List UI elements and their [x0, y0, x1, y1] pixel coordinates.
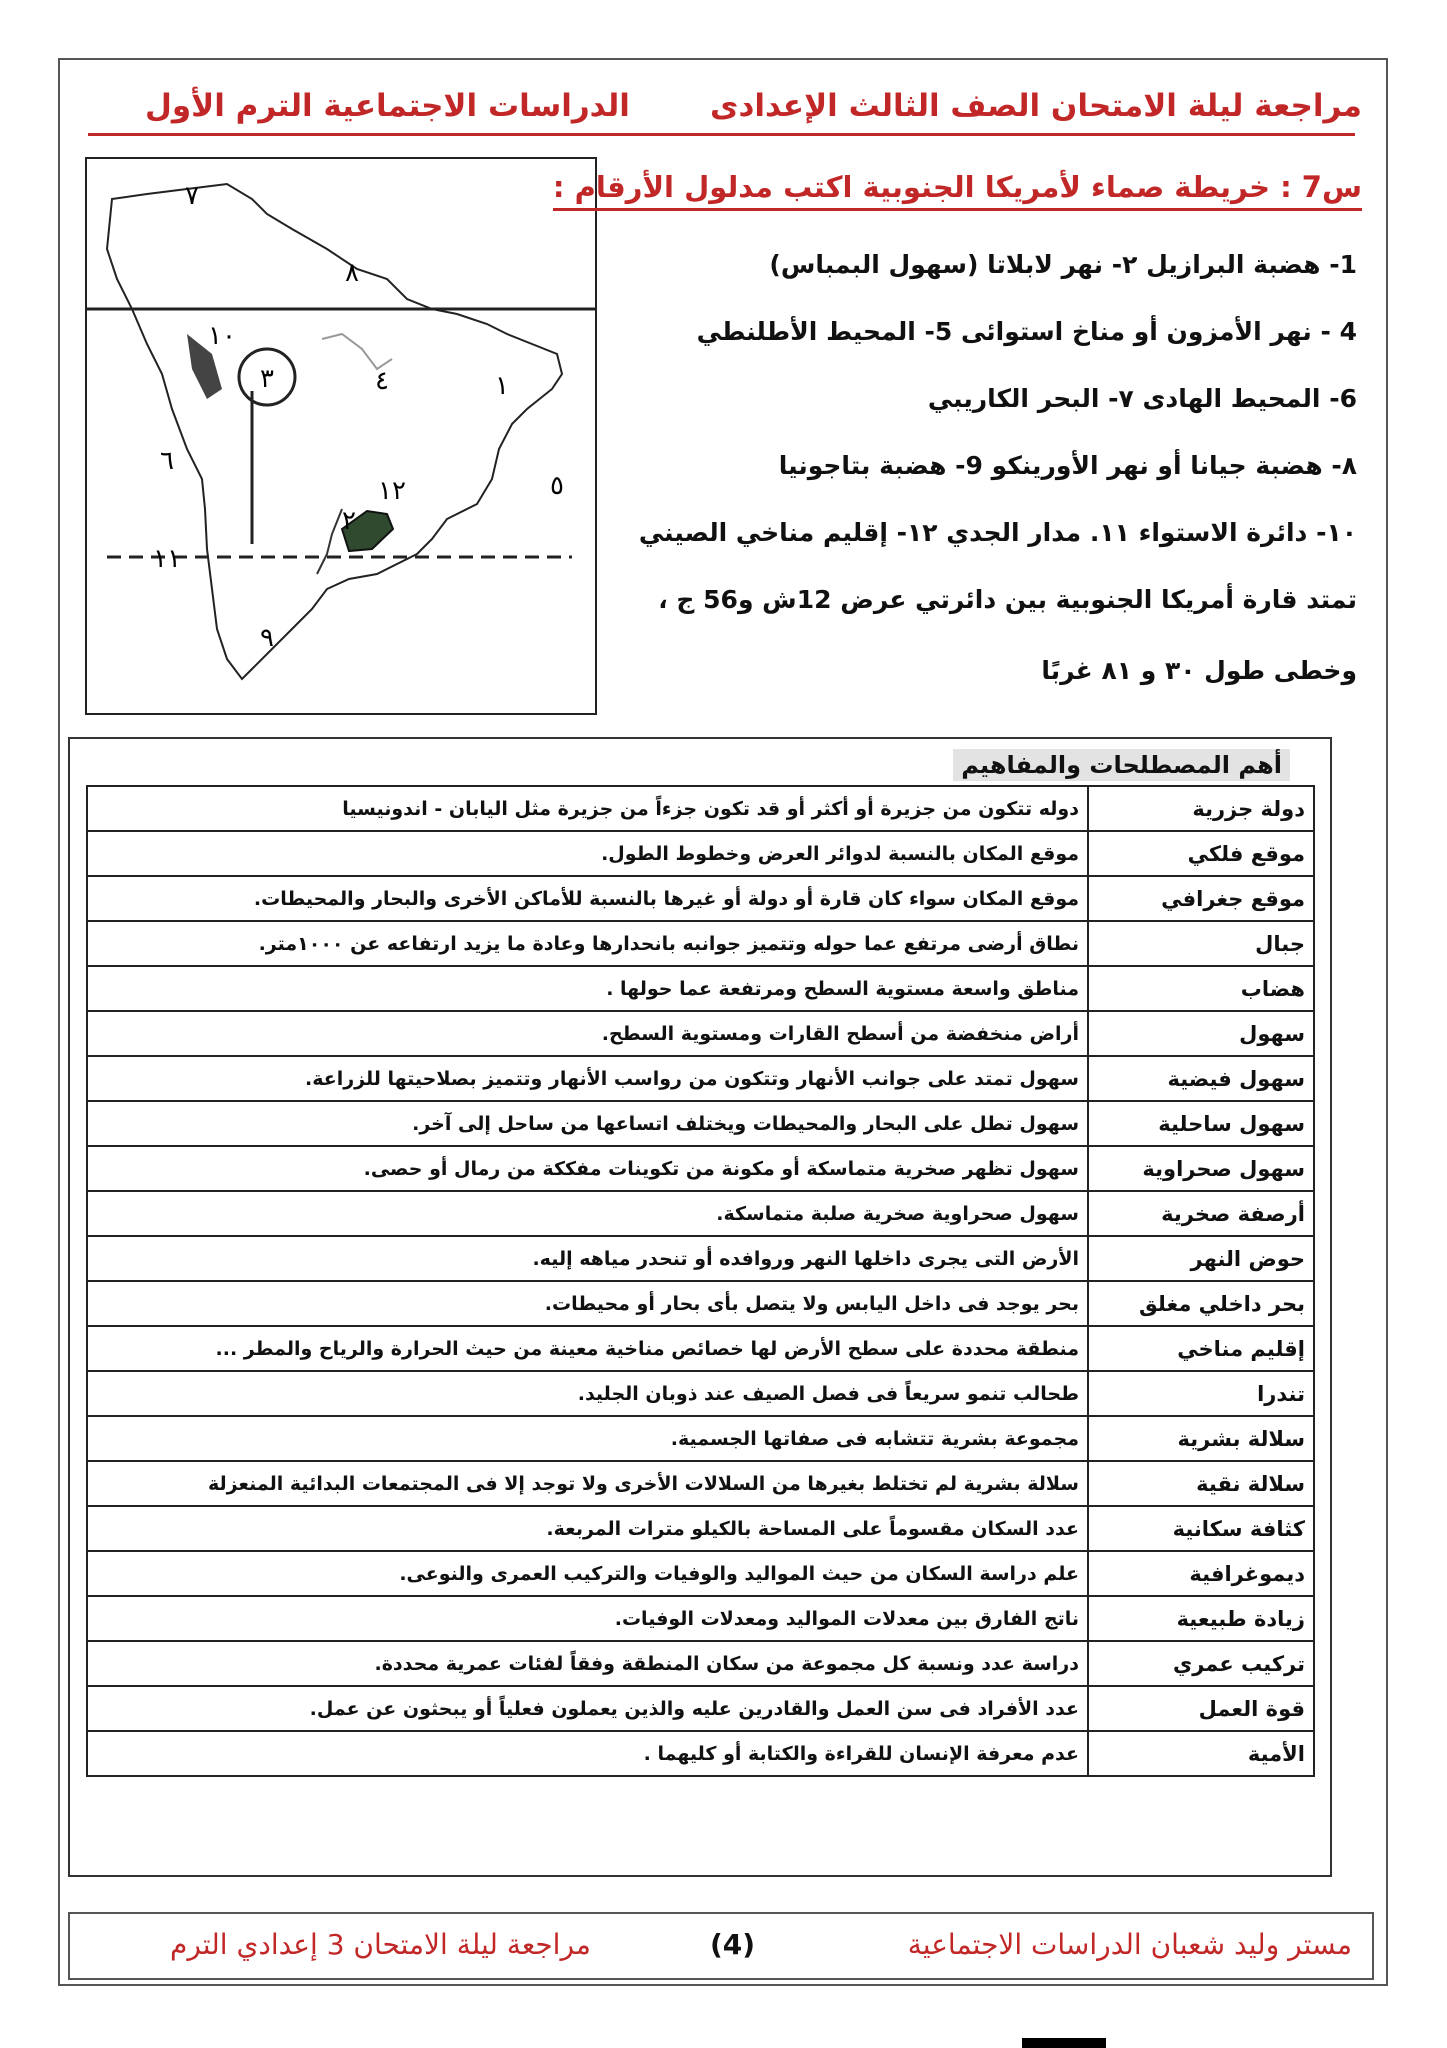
term-cell: الأمية	[1088, 1731, 1314, 1776]
definition-cell: سهول تمتد على جوانب الأنهار وتتكون من رواسب الأنهار وتتميز بصلاحيتها للزراعة.	[87, 1056, 1088, 1101]
continent-outline	[107, 184, 562, 679]
term-cell: بحر داخلي مغلق	[1088, 1281, 1314, 1326]
scan-artifact-bar	[1022, 2038, 1106, 2048]
table-row	[87, 1461, 1314, 1506]
table-row	[87, 1686, 1314, 1731]
south-america-blank-map	[85, 157, 597, 715]
map-number-2: ٢	[342, 506, 356, 536]
answer-line-6: تمتد قارة أمريكا الجنوبية بين دائرتي عرض 12ش و56 ج ،	[658, 585, 1357, 614]
table-row	[87, 786, 1314, 831]
definition-cell: سهول تظهر صخرية متماسكة أو مكونة من تكوينات مفككة من رمال أو حصى.	[87, 1146, 1088, 1191]
glossary-title: أهم المصطلحات والمفاهيم	[953, 749, 1290, 781]
definition-cell: أراض منخفضة من أسطح القارات ومستوية السطح.	[87, 1011, 1088, 1056]
table-row	[87, 876, 1314, 921]
term-cell: جبال	[1088, 921, 1314, 966]
term-cell: إقليم مناخي	[1088, 1326, 1314, 1371]
definition-cell: بحر يوجد فى داخل اليابس ولا يتصل بأى بحار أو محيطات.	[87, 1281, 1088, 1326]
definition-cell: نطاق أرضى مرتفع عما حوله وتتميز جوانبه بانحدارها وعادة ما يزيد ارتفاعه عن ١٠٠٠متر.	[87, 921, 1088, 966]
definition-cell: عدم معرفة الإنسان للقراءة والكتابة أو كليهما .	[87, 1731, 1088, 1776]
table-row	[87, 831, 1314, 876]
answer-line-1: 1- هضبة البرازيل ٢- نهر لابلاتا (سهول البمباس)	[769, 250, 1357, 279]
table-row	[87, 1371, 1314, 1416]
term-cell: زيادة طبيعية	[1088, 1596, 1314, 1641]
answer-line-7: وخطى طول ٣٠ و ٨١ غربًا	[1041, 656, 1357, 685]
definition-cell: ناتج الفارق بين معدلات المواليد ومعدلات الوفيات.	[87, 1596, 1088, 1641]
definition-cell: علم دراسة السكان من حيث المواليد والوفيات والتركيب العمرى والنوعى.	[87, 1551, 1088, 1596]
definition-cell: مجموعة بشرية تتشابه فى صفاتها الجسمية.	[87, 1416, 1088, 1461]
definition-cell: عدد السكان مقسوماً على المساحة بالكيلو مترات المربعة.	[87, 1506, 1088, 1551]
definition-cell: موقع المكان بالنسبة لدوائر العرض وخطوط الطول.	[87, 831, 1088, 876]
term-cell: سلالة بشرية	[1088, 1416, 1314, 1461]
term-cell: حوض النهر	[1088, 1236, 1314, 1281]
definition-cell: عدد الأفراد فى سن العمل والقادرين عليه والذين يعملون فعلياً أو يبحثون عن عمل.	[87, 1686, 1088, 1731]
definition-cell: سهول صحراوية صخرية صلبة متماسكة.	[87, 1191, 1088, 1236]
term-cell: سهول صحراوية	[1088, 1146, 1314, 1191]
table-row	[87, 1236, 1314, 1281]
table-row	[87, 1011, 1314, 1056]
map-number-3: ٣	[260, 364, 274, 394]
table-row	[87, 1596, 1314, 1641]
map-number-1: ١	[495, 371, 509, 401]
definition-cell: سهول تطل على البحار والمحيطات ويختلف اتساعها من ساحل إلى آخر.	[87, 1101, 1088, 1146]
map-number-11: ١١	[153, 544, 181, 574]
definition-cell: طحالب تنمو سريعاً فى فصل الصيف عند ذوبان الجليد.	[87, 1371, 1088, 1416]
footer-review-title: مراجعة ليلة الامتحان 3 إعدادي الترم	[170, 1928, 591, 1961]
definition-cell: سلالة بشرية لم تختلط بغيرها من السلالات الأخرى ولا توجد إلا فى المجتمعات البدائية المنعزلة	[87, 1461, 1088, 1506]
river-amazon	[322, 334, 392, 369]
map-number-9: ٩	[260, 623, 274, 653]
term-cell: كثافة سكانية	[1088, 1506, 1314, 1551]
map-drawing	[87, 159, 595, 713]
table-row	[87, 1056, 1314, 1101]
table-row	[87, 966, 1314, 1011]
term-cell: تندرا	[1088, 1371, 1314, 1416]
map-number-8: ٨	[345, 258, 359, 288]
question-title: س7 : خريطة صماء لأمريكا الجنوبية اكتب مدلول الأرقام :	[553, 170, 1362, 211]
term-cell: سهول فيضية	[1088, 1056, 1314, 1101]
term-cell: تركيب عمري	[1088, 1641, 1314, 1686]
term-cell: دولة جزرية	[1088, 786, 1314, 831]
table-row	[87, 1146, 1314, 1191]
map-number-7: ٧	[185, 181, 199, 211]
table-row	[87, 1416, 1314, 1461]
page-footer	[68, 1912, 1374, 1980]
definition-cell: موقع المكان سواء كان قارة أو دولة أو غيرها بالنسبة للأماكن الأخرى والبحار والمحيطات.	[87, 876, 1088, 921]
header-title-left: الدراسات الاجتماعية الترم الأول	[145, 88, 630, 124]
map-number-12: ١٢	[378, 476, 406, 506]
term-cell: ديموغرافية	[1088, 1551, 1314, 1596]
term-cell: موقع فلكي	[1088, 831, 1314, 876]
map-number-5: ٥	[550, 471, 564, 501]
term-cell: أرصفة صخرية	[1088, 1191, 1314, 1236]
term-cell: موقع جغرافي	[1088, 876, 1314, 921]
definition-cell: دراسة عدد ونسبة كل مجموعة من سكان المنطقة وفقاً لفئات عمرية محددة.	[87, 1641, 1088, 1686]
table-row	[87, 1551, 1314, 1596]
footer-author: مستر وليد شعبان الدراسات الاجتماعية	[907, 1928, 1352, 1961]
table-row	[87, 1731, 1314, 1776]
glossary-table	[86, 785, 1315, 1777]
table-row	[87, 1326, 1314, 1371]
table-row	[87, 921, 1314, 966]
header-underline	[88, 133, 1355, 136]
river-plata	[317, 509, 342, 574]
term-cell: سهول	[1088, 1011, 1314, 1056]
definition-cell: الأرض التى يجرى داخلها النهر وروافده أو تنحدر مياهه إليه.	[87, 1236, 1088, 1281]
glossary-section	[68, 737, 1332, 1877]
map-number-6: ٦	[160, 446, 174, 476]
map-number-10: ١٠	[208, 321, 236, 351]
definition-cell: مناطق واسعة مستوية السطح ومرتفعة عما حولها .	[87, 966, 1088, 1011]
term-cell: هضاب	[1088, 966, 1314, 1011]
header-title-right: مراجعة ليلة الامتحان الصف الثالث الإعدادى	[710, 88, 1362, 124]
table-row	[87, 1191, 1314, 1236]
term-cell: سلالة نقية	[1088, 1461, 1314, 1506]
definition-cell: دوله تتكون من جزيرة أو أكثر أو قد تكون جزءاً من جزيرة مثل اليابان - اندونيسيا	[87, 786, 1088, 831]
answer-line-5: ١٠- دائرة الاستواء ١١. مدار الجدي ١٢- إقليم مناخي الصيني	[638, 518, 1357, 547]
answer-line-4: ٨- هضبة جيانا أو نهر الأورينكو 9- هضبة بتاجونيا	[778, 451, 1357, 480]
table-row	[87, 1506, 1314, 1551]
term-cell: سهول ساحلية	[1088, 1101, 1314, 1146]
table-row	[87, 1281, 1314, 1326]
table-row	[87, 1641, 1314, 1686]
definition-cell: منطقة محددة على سطح الأرض لها خصائص مناخية معينة من حيث الحرارة والرياح والمطر ...	[87, 1326, 1088, 1371]
table-row	[87, 1101, 1314, 1146]
map-number-4: ٤	[375, 366, 389, 396]
footer-page-number: (4)	[710, 1928, 756, 1961]
term-cell: قوة العمل	[1088, 1686, 1314, 1731]
answer-line-3: 6- المحيط الهادى ٧- البحر الكاريبي	[927, 384, 1357, 413]
answer-line-2: 4 - نهر الأمزون أو مناخ استوائى 5- المحيط الأطلنطي	[696, 317, 1357, 346]
